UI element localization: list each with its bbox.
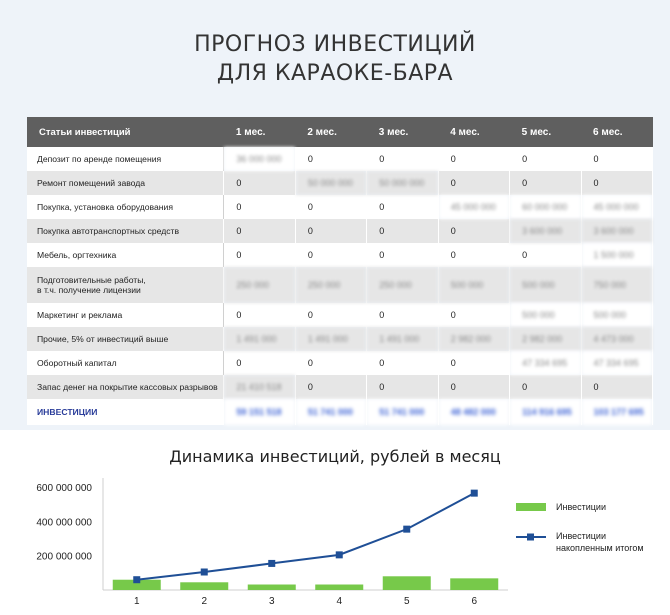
- x-tick-label: 4: [336, 596, 343, 607]
- header-month-3: 3 мес.: [367, 117, 438, 147]
- row-label: Маркетинг и реклама: [27, 303, 224, 327]
- table-row: [27, 147, 653, 171]
- total-cell: 48 482 000: [438, 399, 509, 425]
- total-cell: 103 177 695: [581, 399, 652, 425]
- table-cell: 0: [224, 303, 295, 327]
- table-cell: 1 500 000: [581, 243, 652, 267]
- row-label-line-1: Подготовительные работы,: [37, 275, 146, 285]
- header-month-5: 5 мес.: [510, 117, 581, 147]
- legend-bar-swatch: [516, 503, 546, 511]
- table-cell: 0: [367, 375, 438, 399]
- header-month-1: 1 мес.: [224, 117, 295, 147]
- table-cell: 36 000 000: [224, 147, 295, 171]
- x-tick-label: 1: [133, 596, 140, 607]
- page-title: [0, 0, 670, 88]
- row-label: Запас денег на покрытие кассовых разрывов: [27, 375, 224, 399]
- table-cell: 0: [438, 243, 509, 267]
- y-tick-label: 200 000 000: [36, 551, 92, 563]
- table-cell: 0: [224, 219, 295, 243]
- table-cell: 0: [438, 147, 509, 171]
- total-cell: 59 151 518: [224, 399, 295, 425]
- header-items: Статьи инвестиций: [27, 117, 224, 147]
- table-cell: 0: [510, 243, 581, 267]
- total-cell: 51 741 000: [295, 399, 366, 425]
- table-row: [27, 303, 653, 327]
- header-month-2: 2 мес.: [295, 117, 366, 147]
- table-cell: 0: [295, 195, 366, 219]
- header-month-6: 6 мес.: [581, 117, 652, 147]
- bar-investment: [450, 578, 498, 590]
- legend-line-label-1: Инвестиции: [556, 531, 606, 541]
- total-cell: 114 916 695: [510, 399, 581, 425]
- row-label: Покупка автотранспортных средств: [27, 219, 224, 243]
- table-cell: 0: [224, 243, 295, 267]
- table-cell: 4 473 000: [581, 327, 652, 351]
- table-cell: 0: [581, 147, 652, 171]
- table-cell: 21 410 518: [224, 375, 295, 399]
- table-cell: 0: [438, 375, 509, 399]
- table-cell: 0: [224, 171, 295, 195]
- table-cell: 0: [295, 375, 366, 399]
- table-cell: 0: [438, 171, 509, 195]
- bar-investment: [383, 576, 431, 590]
- table-cell: 47 334 695: [581, 351, 652, 375]
- header-month-4: 4 мес.: [438, 117, 509, 147]
- table-cell: 3 600 000: [581, 219, 652, 243]
- table-cell: 60 000 000: [510, 195, 581, 219]
- table-cell: 0: [367, 243, 438, 267]
- table-cell: 0: [367, 303, 438, 327]
- table-cell: 0: [367, 195, 438, 219]
- y-tick-label: 400 000 000: [36, 517, 92, 529]
- point-cumulative: [471, 490, 478, 497]
- table-row: [27, 171, 653, 195]
- legend-bar-label: Инвестиции: [556, 502, 606, 512]
- row-label: Мебель, оргтехника: [27, 243, 224, 267]
- x-tick-label: 3: [268, 596, 275, 607]
- table-cell: 0: [438, 219, 509, 243]
- table-cell: 3 600 000: [510, 219, 581, 243]
- table-cell: 0: [295, 243, 366, 267]
- table-cell: 500 000: [438, 267, 509, 303]
- table-cell: 0: [224, 351, 295, 375]
- point-cumulative: [268, 560, 275, 567]
- table-cell: 47 334 695: [510, 351, 581, 375]
- table-row: [27, 351, 653, 375]
- table-cell: 0: [224, 195, 295, 219]
- x-tick-label: 2: [201, 596, 208, 607]
- table-cell: 45 000 000: [581, 195, 652, 219]
- table-cell: 0: [581, 375, 652, 399]
- row-label: [27, 267, 224, 303]
- row-label: Ремонт помещений завода: [27, 171, 224, 195]
- table-cell: 0: [438, 303, 509, 327]
- table-cell: 50 000 000: [295, 171, 366, 195]
- chart-title: Динамика инвестиций, рублей в месяц: [169, 447, 501, 466]
- table-cell: 0: [295, 147, 366, 171]
- table-cell: 1 491 000: [295, 327, 366, 351]
- row-label-line-2: в т.ч. получение лицензии: [37, 285, 141, 295]
- legend-line-marker: [527, 534, 534, 541]
- row-label: Покупка, установка оборудования: [27, 195, 224, 219]
- table-cell: 0: [295, 351, 366, 375]
- table-cell: 2 982 000: [510, 327, 581, 351]
- table-cell: 0: [367, 219, 438, 243]
- table-cell: 250 000: [295, 267, 366, 303]
- table-cell: 250 000: [367, 267, 438, 303]
- table-header-row: [27, 117, 653, 147]
- table-cell: 0: [438, 351, 509, 375]
- title-line-2: ДЛЯ КАРАОКЕ-БАРА: [216, 61, 454, 86]
- table-row: [27, 219, 653, 243]
- row-label: Оборотный капитал: [27, 351, 224, 375]
- row-label: Прочие, 5% от инвестиций выше: [27, 327, 224, 351]
- table-row: [27, 243, 653, 267]
- table-cell: 50 000 000: [367, 171, 438, 195]
- x-tick-label: 5: [403, 596, 410, 607]
- point-cumulative: [403, 526, 410, 533]
- table-row: [27, 267, 653, 303]
- y-tick-label: 600 000 000: [36, 483, 92, 495]
- table-cell: 500 000: [510, 267, 581, 303]
- table-cell: 0: [581, 171, 652, 195]
- point-cumulative: [133, 576, 140, 583]
- bar-investment: [248, 585, 296, 590]
- table-cell: 250 000: [224, 267, 295, 303]
- table-row: [27, 327, 653, 351]
- total-cell: 51 741 000: [367, 399, 438, 425]
- table-row: [27, 375, 653, 399]
- bar-investment: [180, 582, 228, 590]
- table-cell: 500 000: [510, 303, 581, 327]
- line-cumulative: [137, 493, 475, 580]
- table-cell: 0: [510, 171, 581, 195]
- investment-table: [27, 117, 653, 425]
- legend-line-label-2: накопленным итогом: [556, 543, 644, 553]
- table-total-row: [27, 399, 653, 425]
- table-row: [27, 195, 653, 219]
- row-label: Депозит по аренде помещения: [27, 147, 224, 171]
- table-cell: 750 000: [581, 267, 652, 303]
- table-cell: 0: [510, 147, 581, 171]
- bar-investment: [315, 585, 363, 590]
- table-cell: 45 000 000: [438, 195, 509, 219]
- x-tick-label: 6: [471, 596, 478, 607]
- table-cell: 0: [510, 375, 581, 399]
- table-cell: 0: [295, 303, 366, 327]
- table-cell: 1 491 000: [224, 327, 295, 351]
- point-cumulative: [201, 569, 208, 576]
- table-cell: 1 491 000: [367, 327, 438, 351]
- table-cell: 0: [367, 351, 438, 375]
- total-label: ИНВЕСТИЦИИ: [27, 399, 224, 425]
- table-cell: 0: [367, 147, 438, 171]
- table-cell: 500 000: [581, 303, 652, 327]
- title-line-1: ПРОГНОЗ ИНВЕСТИЦИЙ: [194, 32, 476, 57]
- table-cell: 0: [295, 219, 366, 243]
- point-cumulative: [336, 551, 343, 558]
- table-cell: 2 982 000: [438, 327, 509, 351]
